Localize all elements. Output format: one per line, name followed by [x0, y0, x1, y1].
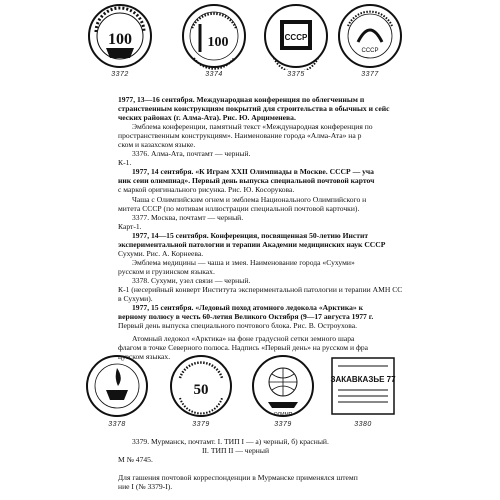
postmark-fifty-icon [168, 352, 234, 420]
text-line: Чаша с Олимпийским огнем и эмблема Национального Олимпийского н [132, 194, 367, 204]
postmark-conference-icon [336, 2, 404, 70]
text-line: К-1 (несерийный конверт Института экспериментальной патологии и терапии АМН СС [118, 284, 403, 294]
text-line: 3376. Алма-Ата, почтамт — черный. [132, 149, 251, 159]
text-line: цузском языках. [118, 352, 171, 362]
text-line: митета СССР (по мотивам иллюстрации специальной почтовой карточки). [118, 203, 360, 213]
text-line: Сухуми. Рис. А. Корнеева. [118, 248, 204, 258]
svg-text:100: 100 [108, 31, 132, 48]
text-line: 1977, 14—15 сентября. Конференция, посвященная 50-летию Инстит [132, 230, 369, 240]
text-line: ник сеии олимпиад». Первый день выпуска специальной почтовой карточ [118, 176, 375, 186]
text-line: русском и грузинском языках. [118, 266, 215, 276]
postmark-stamp [262, 2, 330, 78]
svg-text:ЗАКАВКАЗЬЕ 77: ЗАКАВКАЗЬЕ 77 [330, 375, 396, 384]
postmark-square-icon [262, 2, 330, 70]
text-line: Карт-1. [118, 221, 142, 231]
stamp-number: 3379 [192, 421, 210, 428]
text-line: в Сухуми). [118, 294, 153, 304]
text-line: 3378. Сухуми, узел связи — черный. [132, 275, 251, 285]
text-line: ние I (№ 3379-I). [118, 481, 173, 491]
postmark-stamp [180, 2, 248, 78]
catalog-text [118, 95, 494, 361]
postmark-stamp [84, 352, 150, 428]
stamp-number: 3374 [205, 71, 223, 78]
text-line: Эмблема конференции, памятный текст «Международная конференция по [132, 122, 373, 132]
svg-text:СССР: СССР [284, 33, 308, 42]
stamp-number: 3379 [274, 421, 292, 428]
postmark-transcaucasia-icon [328, 352, 398, 420]
postmark-globe-ship-icon [250, 352, 316, 420]
postmark-stamp [168, 352, 234, 428]
stamp-number: 3380 [354, 421, 372, 428]
text-line: 1977, 13—16 сентября. Международная конференция по облегченным п [118, 95, 365, 104]
text-line: пространственным конструкциям». Наименование города «Алма-Ата» на р [118, 131, 362, 141]
postmark-stamp [336, 2, 404, 78]
text-line: 1977, 15 сентября. «Ледовый поход атомного ледокола «Арктика» к [132, 303, 363, 313]
postmark-stamp [86, 2, 154, 78]
text-line: 3379. Мурманск, почтамт. I. ТИП I — а) черный, б) красный. [132, 437, 329, 446]
postmark-stamp [328, 352, 398, 428]
text-line: М № 4745. [118, 455, 153, 465]
stamp-number: 3372 [111, 71, 129, 78]
catalog-footer-text [118, 437, 494, 491]
postmark-stamp [250, 352, 316, 428]
text-line: Для гашения почтовой корреспонденции в Мурманске применялся штемп [118, 472, 358, 482]
text-line: ческих районах (г. Алма-Ата). Рис. Ю. Арцименева. [118, 113, 296, 123]
text-line: с маркой оригинального рисунка. Рис. Ю. Косорукова. [118, 185, 295, 195]
text-line: верному полюсу в честь 60-летия Великого Октября (9—17 августа 1977 г. [118, 312, 374, 322]
svg-text:СССР: СССР [361, 48, 379, 54]
text-line: странственным конструкциям покрытий для строительства в обычных и сейс [118, 104, 390, 114]
text-line: II. ТИП II — черный [202, 446, 270, 456]
postmark-hundred-icon [180, 2, 248, 70]
text-line: К-1. [118, 158, 132, 168]
text-line: ском и казахском языке. [118, 140, 196, 150]
text-line: Атомный ледокол «Арктика» на фоне градусной сетки земного шара [132, 334, 355, 344]
svg-text:50: 50 [193, 382, 209, 398]
postmark-olympic-medal-icon [86, 2, 154, 70]
text-line: экспериментальной патологии и терапии Академии медицинских наук СССР [118, 239, 386, 249]
text-line: 1977, 14 сентября. «К Играм XXII Олимпиады в Москве. СССР — уча [132, 167, 374, 177]
stamp-number: 3375 [287, 71, 305, 78]
text-line: Первый день выпуска специального почтового блока. Рис. В. Остроухова. [118, 321, 358, 331]
text-line: флагом в точке Северного полюса. Надпись «Первый день» на русском и фра [118, 343, 369, 353]
stamp-number: 3377 [361, 71, 379, 78]
stamp-number: 3378 [108, 421, 126, 428]
svg-text:ОЛИМП: ОЛИМП [273, 412, 293, 418]
text-line: 3377. Москва, почтамт — черный. [132, 212, 244, 222]
text-line: Эмблема медицины — чаша и змея. Наименование города «Сухуми» [132, 257, 355, 267]
postmark-flame-icon [84, 352, 150, 420]
svg-text:100: 100 [207, 35, 229, 50]
